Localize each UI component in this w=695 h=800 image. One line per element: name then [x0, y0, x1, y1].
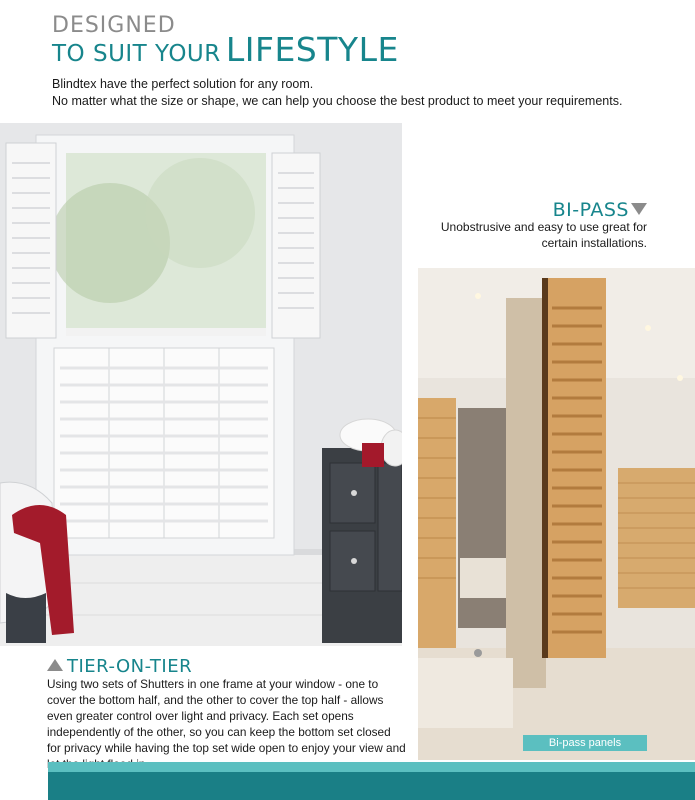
bipass-description: Unobstrusive and easy to use great for certain installations.: [440, 220, 647, 250]
bipass-photo: [418, 268, 695, 760]
bipass-heading: [553, 199, 647, 221]
footer-accent-bar: [48, 762, 695, 772]
tier-heading: [47, 656, 192, 677]
tier-on-tier-photo: [0, 123, 402, 646]
intro-line-1: Blindtex have the perfect solution for any room.: [52, 77, 314, 91]
triangle-up-icon: [47, 659, 63, 671]
heading-main: LIFESTYLE: [225, 30, 399, 69]
tier-title: TIER-ON-TIER: [67, 656, 193, 677]
heading-lifestyle: [52, 30, 399, 69]
bipass-caption: Bi-pass panels: [523, 735, 647, 751]
heading-prefix: TO SUIT YOUR: [52, 41, 221, 67]
heading-designed: DESIGNED: [52, 13, 176, 38]
tier-description: Using two sets of Shutters in one frame at your window - one to cover the bottom half, and the other to cover the top half - allows even greater control over light and privacy. Each set opens independently of the other, so you can keep the bottom set closed for privacy while having the top set wide open to enjoy your view and: [47, 677, 406, 755]
bipass-title: BI-PASS: [552, 199, 629, 221]
footer-bar: [48, 772, 695, 800]
intro-text: [52, 76, 672, 110]
triangle-down-icon: [631, 203, 647, 215]
intro-line-2: No matter what the size or shape, we can help you choose the best product to meet your requirements.: [52, 94, 623, 108]
